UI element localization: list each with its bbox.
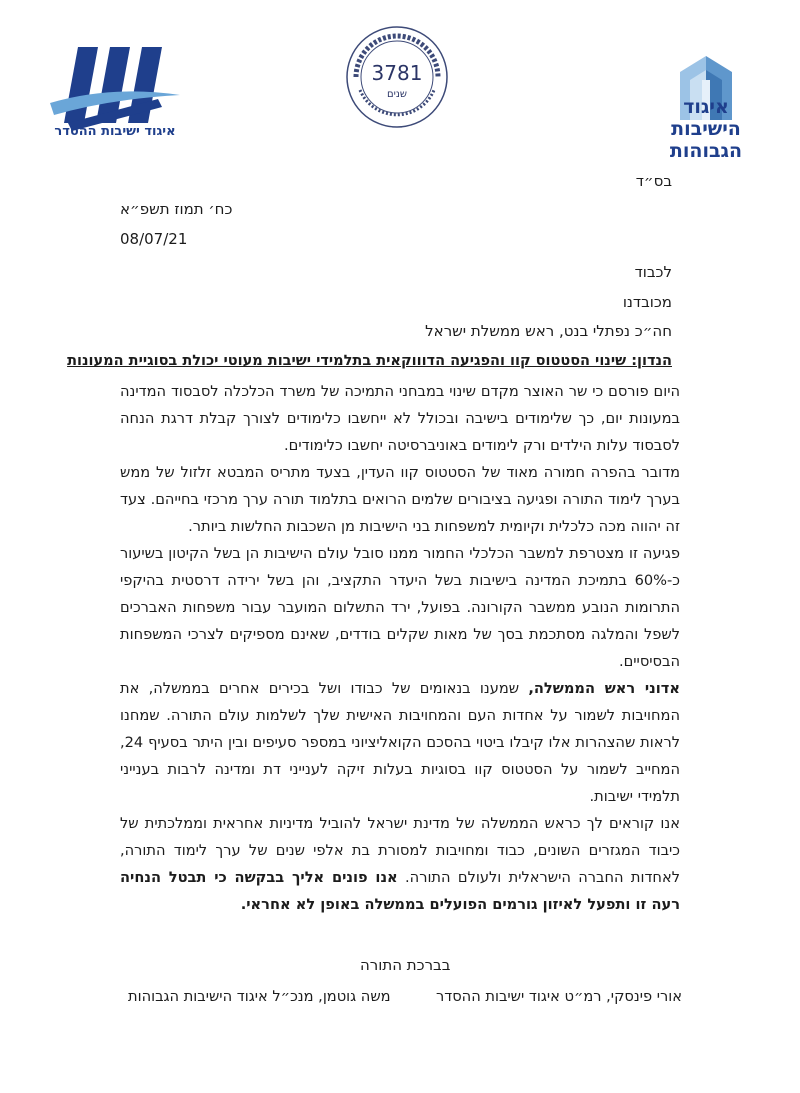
salutation-line-1: לכבוד xyxy=(634,263,672,281)
signature-1: אורי פינסקי, רמ״ט איגוד ישיבות ההסדר xyxy=(436,988,682,1005)
letter-body xyxy=(120,378,680,918)
seal-subtitle: שנים xyxy=(387,89,407,100)
left-logo-caption: איגוד ישיבות ההסדר xyxy=(54,124,176,139)
paragraph-1: היום פורסם כי שר האוצר מקדם שינוי במבחני התמיכה של משרד הכלכלה לסבסוד המדינה במעונות יום, כך שלימודים בישיבה ובכולל לא ייחשבו כלימודים לצורך קבלת דרגת הנחה לסבסוד עלות הילדים ורק לימודים באוניברסיטה יחשבו כלימודים. xyxy=(120,383,680,454)
seal-number: 3781 xyxy=(371,61,423,85)
gregorian-date: 08/07/21 xyxy=(120,230,188,248)
recipient-line: חה״כ נפתלי בנט, ראש ממשלת ישראל xyxy=(425,322,672,340)
paragraph-4 xyxy=(120,675,680,810)
salutation-line-2: מכובדנו xyxy=(622,293,672,311)
hebrew-date: כח׳ תמוז תשפ״א xyxy=(120,200,233,218)
right-logo-line-3: הגבוהות xyxy=(669,140,743,162)
paragraph-4-text: שמענו בנאומים של כבודו ושל בכירים אחרים בממשלה, את המחויבות לשמור על אחדות העם והמחויבות האישית שלך לשלמות עולם התורה. שמחנו לראות שהצהרות אלו קיבלו ביטוי בהסכם הקואליציוני במספר סעיפים ובין היתר בסעיף 24, המחייב לשמור על הסטטוס קוו בסוגיות בעלות זיקה לענייני דת ומדינה לרבות בענייני תלמידי ישיבות. xyxy=(120,680,680,805)
paragraph-2: מדובר בהפרה חמורה מאוד של הסטטוס קוו העדין, בצעד מתריס המבטא זלזול של ממש בערך לימוד התורה ופגיעה בציבורים שלמים הרואים בתלמוד תורה ערך מרכזי בחייהם. צעד זה יהווה מכה כלכלית וקיומית למשפחות בני הישיבות מן השכבות החלשות ביותר. xyxy=(120,464,680,535)
right-logo-line-2: הישיבות xyxy=(671,118,741,140)
pm-address: אדוני ראש הממשלה, xyxy=(528,680,681,697)
closing-line: בברכת התורה xyxy=(360,956,451,974)
paragraph-3: פגיעה זו מצטרפת למשבר הכלכלי החמור ממנו סובל עולם הישיבות הן בשל הקיטון בשיעור כ-60% בתמיכת המדינה בישיבות בשל היעדר התקציב, והן בשל ירידה דרסטית בהיקפי התרומות הנובע ממשבר הקורונה. בפועל, ירד התשלום המועבר עבור משפחות האברכים לשפל והמלגה מסתכמת בסך של מאות שקלים בודדים, שאינם מספיקים לצרכי המשפחות הבסיסיים. xyxy=(120,545,680,670)
signature-2: משה גוטמן, מנכ״ל איגוד הישיבות הגבוהות xyxy=(128,988,391,1005)
bsd-mark: בס״ד xyxy=(635,172,672,190)
paragraph-5-text: אנו קוראים לך כראש הממשלה של מדינת ישראל להוביל מדיניות אחראית וממלכתית של כיבוד המגזרים השונים, כבוד ומחויבות למסורת בת אלפי שנים של ערך לימוד התורה, לאחדות החברה הישראלית ולעולם התורה. xyxy=(120,815,681,886)
paragraph-5-request: אנו פונים אליך בבקשה כי תבטל הנחיה רעה זו ותפעל לאיזון גורמים הפועלים בממשלה באופן לא אחראי. xyxy=(120,869,680,913)
paragraph-5 xyxy=(120,810,680,918)
yeshivot-seal xyxy=(342,22,452,132)
right-logo-caption xyxy=(660,96,752,162)
subject-line: הנדון: שינוי הסטטוס קוו והפגיעה הדוווקאית בתלמידי ישיבות מעוטי יכולת בסוגיית המעונות xyxy=(67,353,672,369)
right-logo-line-1: איגוד xyxy=(683,96,729,118)
